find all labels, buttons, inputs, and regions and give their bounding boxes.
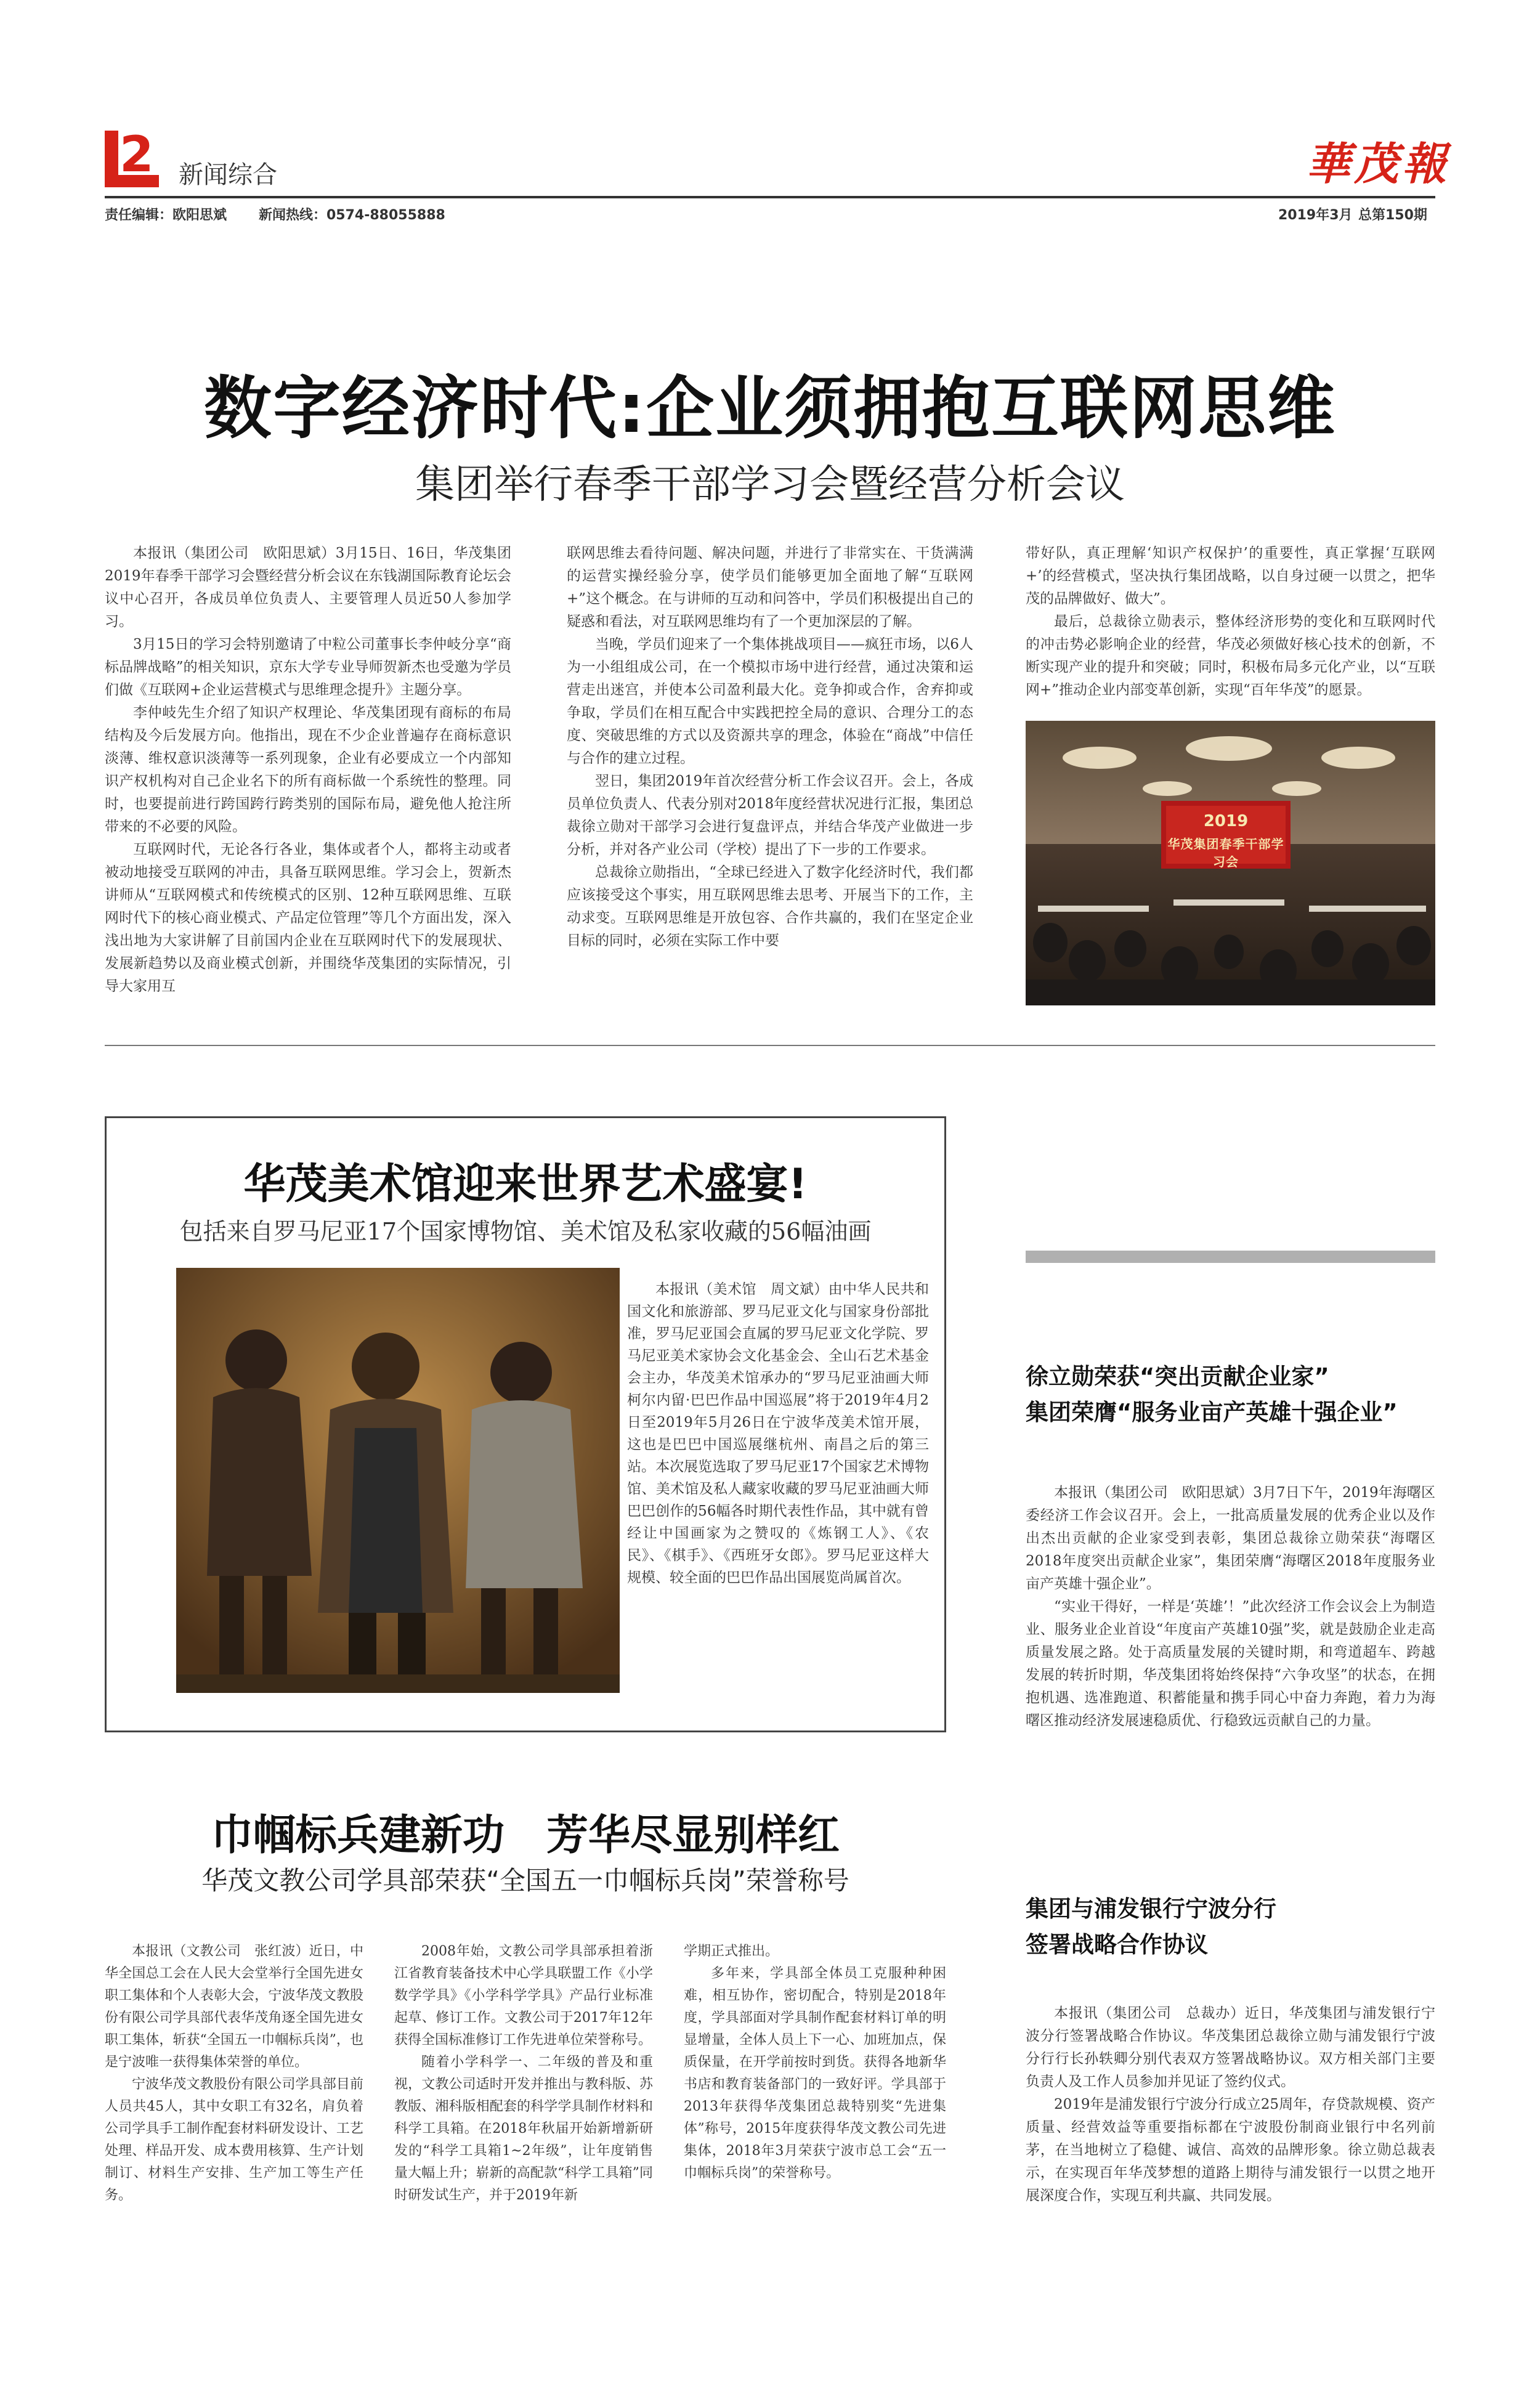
issue-date: 2019年3月 <box>1278 208 1353 223</box>
lead-paragraph: 3月15日的学习会特别邀请了中粒公司董事长李仲岐分享“商标品牌战略”的相关知识，京东大学专业导师贺新杰也受邀为学员们做《互联网+企业运营模式与思维理念提升》主题分享。 <box>105 636 511 698</box>
editor-credit: 责任编辑：欧阳思斌 <box>105 208 227 223</box>
lead-paragraph: 带好队，真正理解‘知识产权保护’的重要性，真正掌握‘互联网+’的经营模式，坚决执行集团战略，以自身过硬一以贯之，把华茂的品牌做好、做大”。 <box>1026 545 1435 607</box>
lead-paragraph: 翌日，集团2019年首次经营分析工作会议召开。会上，各成员单位负责人、代表分别对2018年度经营状况进行汇报，集团总裁徐立勋对干部学习会进行复盘评点，并结合华茂产业做进一步分析，并对各产业公司（学校）提出了下一步的工作要求。 <box>567 773 973 858</box>
lead-paragraph: 互联网时代，无论各行各业，集体或者个人，都将主动或者被动地接受互联网的冲击，具备互联网思维。学习会上，贺新杰讲师从“互联网模式和传统模式的区别、12种互联网思维、互联网时代下的核心商业模式、产品定位管理”等几个方面出发，深入浅出地为大家讲解了目前国内企业在互联网时代下的发展现状、发展新趋势以及商业模式创新，并围绕华茂集团的实际情况，引导大家用互 <box>105 842 511 994</box>
edu-paragraph: 多年来，学具部全体员工克服种种困难，相互协作，密切配合，特别是2018年度，学具部面对学具制作配套材料订单的明显增量，全体人员上下一心、加班加点，保质保量，在开学前按时到货。获得各地新华书店和教育装备部门的一致好评。学具部于2013年获得华茂集团总裁特别奖“先进集体”称号，2015年度获得华茂文教公司先进集体，2018年3月荣获宁波市总工会“五一巾帼标兵岗”的荣誉称号。 <box>684 1966 946 2181</box>
edu-subheadline: 华茂文教公司学具部荣获“全国五一巾帼标兵岗”荣誉称号 <box>201 1865 849 1896</box>
edu-paragraph: 本报讯（文教公司 张红波）近日，中华全国总工会在人民大会堂举行全国先进女职工集体和个人表彰大会，宁波华茂文教股份有限公司学具部代表华茂角逐全国先进女职工集体，斩获“全国五一巾帼标兵岗”，也是宁波唯一获得集体荣誉的单位。 <box>105 1944 363 2070</box>
lead-paragraph: 本报讯（集团公司 欧阳思斌）3月15日、16日，华茂集团2019年春季干部学习会暨经营分析会议在东钱湖国际教育论坛会议中心召开，各成员单位负责人、主要管理人员近50人参加学习。 <box>105 545 511 630</box>
edu-column-2 <box>394 1941 653 2207</box>
lead-paragraph: 最后，总裁徐立勋表示，整体经济形势的变化和互联网时代的冲击势必影响企业的经营，华茂必须做好核心技术的创新，不断实现产业的提升和突破；同时，积极布局多元化产业，以“互联网+”推动企业内部变革创新，实现“百年华茂”的愿景。 <box>1026 614 1435 698</box>
edu-column-1 <box>105 1941 363 2207</box>
art-paragraph: 本报讯（美术馆 周文斌）由中华人民共和国文化和旅游部、罗马尼亚文化与国家身份部批准，罗马尼亚国会直属的罗马尼亚文化学院、罗马尼亚美术家协会文化基金会、全山石艺术基金会主办，华茂美术馆承办的“罗马尼亚油画大师柯尔内留·巴巴作品中国巡展”将于2019年4月2日至2019年5月26日在宁波华茂美术馆开展，这也是巴巴中国巡展继杭州、南昌之后的第三站。本次展览选取了罗马尼亚17个国家艺术博物馆、美术馆及私人藏家收藏的罗马尼亚油画大师巴巴创作的56幅各时期代表性作品，其中就有曾经让中国画家为之赞叹的《炼钢工人》、《农民》、《棋手》、《西班牙女郎》。罗马尼亚这样大规模、较全面的巴巴作品出国展览尚属首次。 <box>627 1281 929 1586</box>
lead-column-2 <box>567 542 973 952</box>
lead-column-1 <box>105 542 511 998</box>
section-name: 新闻综合 <box>179 161 277 189</box>
bank-paragraph: 2019年是浦发银行宁波分行成立25周年，存贷款规模、资产质量、经营效益等重要指标都在宁波股份制商业银行中名列前茅，在当地树立了稳健、诚信、高效的品牌形象。徐立勋总裁表示，在实现百年华茂梦想的道路上期待与浦发银行一以贯之地开展深度合作，实现互利共赢、共同发展。 <box>1026 2096 1435 2204</box>
award-paragraph: 本报讯（集团公司 欧阳思斌）3月7日下午，2019年海曙区委经济工作会议召开。会上，一批高质量发展的优秀企业以及作出杰出贡献的企业家受到表彰，集团总裁徐立勋荣获“海曙区2018年度突出贡献企业家”，集团荣膺“海曙区2018年度服务业亩产英雄十强企业”。 <box>1026 1485 1435 1592</box>
art-subheadline: 包括来自罗马尼亚17个国家博物馆、美术馆及私家收藏的56幅油画 <box>179 1218 872 1245</box>
issue-number: 总第150期 <box>1358 208 1427 223</box>
award-headline-line2: 集团荣膺“服务业亩产英雄十强企业” <box>1026 1399 1398 1426</box>
photo-banner-text: 华茂集团春季干部学习会 <box>1167 837 1284 869</box>
edu-paragraph: 宁波华茂文教股份有限公司学具部目前人员共45人，其中女职工有32名，肩负着公司学具手工制作配套材料研发设计、工艺处理、样品开发、成本费用核算、生产计划制订、材料生产安排、生产加工等生产任务。 <box>105 2077 363 2203</box>
bank-body <box>1026 2002 1435 2207</box>
lead-paragraph: 总裁徐立勋指出，“全球已经进入了数字化经济时代，我们都应该接受这个事实，用互联网思维去思考、开展当下的工作，主动求变。互联网思维是开放包容、合作共赢的，我们在坚定企业目标的同时，必须在实际工作中要 <box>567 864 973 949</box>
masthead-logo: 華茂報 <box>1306 137 1451 190</box>
header-rule <box>105 196 1435 198</box>
sidebar-gray-bar <box>1026 1251 1435 1263</box>
section-divider <box>105 1045 1435 1046</box>
lead-paragraph: 李仲岐先生介绍了知识产权理论、华茂集团现有商标的布局结构及今后发展方向。他指出，现在不少企业普遍存在商标意识淡薄、维权意识淡薄等一系列现象，企业有必要成立一个内部知识产权机构对自己企业名下的所有商标做一个系统性的整理。同时，也要提前进行跨国跨行跨类别的国际布局，避免他人抢注所带来的不必要的风险。 <box>105 705 511 835</box>
edu-paragraph: 学期正式推出。 <box>684 1944 779 1959</box>
lead-paragraph: 当晚，学员们迎来了一个集体挑战项目——疯狂市场，以6人为一小组组成公司，在一个模拟市场中进行经营，通过决策和运营走出迷宫，并使本公司盈利最大化。竞争抑或合作，舍弃抑或争取，学员们在相互配合中实践把控全局的意识、合理分工的态度、突破思维的方式以及资源共享的理念，体验在“商战”中信任与合作的建立过程。 <box>567 636 973 766</box>
news-hotline: 新闻热线：0574-88055888 <box>259 208 445 223</box>
art-headline: 华茂美术馆迎来世界艺术盛宴! <box>243 1160 808 1209</box>
photo-banner-year: 2019 <box>1203 812 1249 830</box>
edu-headline: 巾帼标兵建新功 芳华尽显别样红 <box>211 1811 840 1860</box>
lead-column-3 <box>1026 542 1435 702</box>
award-paragraph: “实业干得好，一样是‘英雄’！”此次经济工作会议会上为制造业、服务业企业首设“年度亩产英雄10强”奖，就是鼓励企业走高质量发展之路。处于高质量发展的关键时期，和弯道超车、跨越发展的转折时期，华茂集团将始终保持“六争攻坚”的状态，在拥抱机遇、选准跑道、积蓄能量和携手同心中奋力奔跑，着力为海曙区推动经济发展速稳质优、行稳致远贡献自己的力量。 <box>1026 1599 1435 1729</box>
bank-paragraph: 本报讯（集团公司 总裁办）近日，华茂集团与浦发银行宁波分行签署战略合作协议。华茂集团总裁徐立勋与浦发银行宁波分行行长孙轶卿分别代表双方签署战略协议。双方相关部门主要负责人及工作人员参加并见证了签约仪式。 <box>1026 2005 1435 2090</box>
edu-column-3 <box>684 1941 946 2185</box>
edu-paragraph: 随着小学科学一、二年级的普及和重视，文教公司适时开发并推出与教科版、苏教版、湘科版相配套的科学学具制作材料和科学工具箱。在2018年秋届开始新增新研发的“科学工具箱1~2年级”，让年度销售量大幅上升；崭新的高配款“科学工具箱”同时研发试生产，并于2019年新 <box>394 2055 653 2203</box>
meeting-photo <box>1026 721 1435 1005</box>
edu-paragraph: 2008年始，文教公司学具部承担着浙江省教育装备技术中心学具联盟工作《小学数学学具》《小学科学学具》产品行业标准起草、修订工作。文教公司于2017年12年获得全国标准修订工作先进单位荣誉称号。 <box>394 1944 653 2048</box>
award-body <box>1026 1482 1435 1732</box>
bank-headline-line1: 集团与浦发银行宁波分行 <box>1026 1896 1276 1922</box>
bank-headline-line2: 签署战略合作协议 <box>1026 1931 1208 1958</box>
award-headline-line1: 徐立勋荣获“突出贡献企业家” <box>1026 1363 1329 1390</box>
painting-graphic <box>176 1268 620 1693</box>
art-body <box>627 1278 929 1589</box>
steelworkers-painting <box>176 1268 620 1693</box>
lead-paragraph: 联网思维去看待问题、解决问题，并进行了非常实在、干货满满的运营实操经验分享，使学员们能够更加全面地了解“互联网+”这个概念。在与讲师的互动和问答中，学员们积极提出自己的疑惑和看法，对互联网思维均有了一个更加深层的了解。 <box>567 545 973 630</box>
page-number: 2 <box>120 126 154 183</box>
lead-headline: 数字经济时代:企业须拥抱互联网思维 <box>204 369 1336 448</box>
page-number-badge <box>105 126 159 187</box>
lead-subheadline: 集团举行春季干部学习会暨经营分析会议 <box>415 462 1125 508</box>
